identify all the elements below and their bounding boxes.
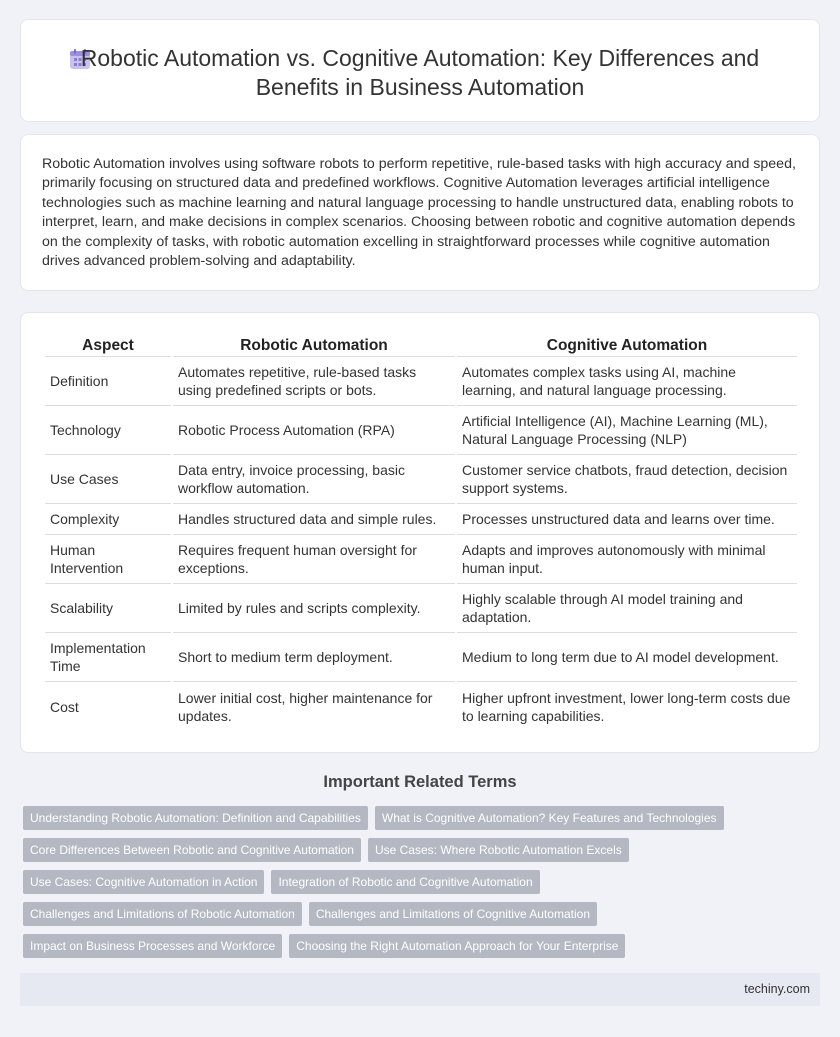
row-cognitive: Automates complex tasks using AI, machine learning, and natural language processing. xyxy=(457,357,797,406)
related-term-tag[interactable]: Integration of Robotic and Cognitive Automation xyxy=(271,870,539,894)
related-term-tag[interactable]: Use Cases: Where Robotic Automation Excels xyxy=(368,838,629,862)
row-aspect: Implementation Time xyxy=(45,633,171,682)
header-card xyxy=(20,19,820,122)
row-robotic: Automates repetitive, rule-based tasks using predefined scripts or bots. xyxy=(173,357,455,406)
table-row xyxy=(45,406,797,455)
table-row xyxy=(45,682,797,731)
intro-card xyxy=(20,134,820,291)
row-robotic: Requires frequent human oversight for exceptions. xyxy=(173,535,455,584)
header-cognitive: Cognitive Automation xyxy=(457,334,797,357)
row-robotic: Limited by rules and scripts complexity. xyxy=(173,584,455,633)
table-row xyxy=(45,504,797,535)
row-cognitive: Processes unstructured data and learns over time. xyxy=(457,504,797,535)
row-aspect: Definition xyxy=(45,357,171,406)
row-aspect: Human Intervention xyxy=(45,535,171,584)
row-aspect: Scalability xyxy=(45,584,171,633)
related-term-tag[interactable]: Understanding Robotic Automation: Definition and Capabilities xyxy=(23,806,368,830)
table-row xyxy=(45,357,797,406)
row-robotic: Handles structured data and simple rules. xyxy=(173,504,455,535)
footer xyxy=(20,973,820,1006)
row-aspect: Complexity xyxy=(45,504,171,535)
row-robotic: Robotic Process Automation (RPA) xyxy=(173,406,455,455)
row-cognitive: Artificial Intelligence (AI), Machine Learning (ML), Natural Language Processing (NLP) xyxy=(457,406,797,455)
related-term-tag[interactable]: What is Cognitive Automation? Key Features and Technologies xyxy=(375,806,724,830)
row-cognitive: Medium to long term due to AI model development. xyxy=(457,633,797,682)
row-robotic: Data entry, invoice processing, basic workflow automation. xyxy=(173,455,455,504)
related-terms-title: Important Related Terms xyxy=(323,773,517,791)
related-term-tag[interactable]: Challenges and Limitations of Cognitive Automation xyxy=(309,902,597,926)
row-aspect: Cost xyxy=(50,698,79,715)
table-row xyxy=(45,455,797,504)
intro-paragraph: Robotic Automation involves using software robots to perform repetitive, rule-based tasks with high accuracy and speed, primarily focusing on structured data and predefined workflows. Cognitive Automation leverages artificial intelligence technologies such as machine learning and natural language processing to handle unstructured data, enabling robots to interpret, learn, and make decisions in complex scenarios. Choosing between robotic and cognitive automation depends on the complexity of tasks, with robotic automation excelling in straightforward processes while cognitive automation drives advanced problem-solving and adaptability. xyxy=(42,156,796,270)
row-cognitive: Higher upfront investment, lower long-term costs due to learning capabilities. xyxy=(462,689,791,724)
comparison-table-card xyxy=(20,312,820,753)
row-cognitive: Customer service chatbots, fraud detection, decision support systems. xyxy=(457,455,797,504)
table-row xyxy=(45,535,797,584)
related-term-tag[interactable]: Choosing the Right Automation Approach for Your Enterprise xyxy=(289,934,625,958)
page-title: Robotic Automation vs. Cognitive Automation: Key Differences and Benefits in Business Automation xyxy=(80,45,760,100)
header-aspect: Aspect xyxy=(45,334,171,357)
table-header-row xyxy=(45,334,797,357)
related-term-tag[interactable]: Use Cases: Cognitive Automation in Action xyxy=(23,870,264,894)
related-term-tag[interactable]: Challenges and Limitations of Robotic Automation xyxy=(23,902,302,926)
header-robotic: Robotic Automation xyxy=(173,334,455,357)
row-cognitive: Highly scalable through AI model training and adaptation. xyxy=(457,584,797,633)
footer-site-link[interactable]: techiny.com xyxy=(744,982,810,996)
row-aspect: Use Cases xyxy=(45,455,171,504)
related-terms-list xyxy=(23,806,743,966)
related-term-tag[interactable]: Core Differences Between Robotic and Cognitive Automation xyxy=(23,838,361,862)
comparison-table xyxy=(43,334,799,731)
row-robotic: Lower initial cost, higher maintenance for updates. xyxy=(178,689,433,724)
table-row xyxy=(45,633,797,682)
row-aspect: Technology xyxy=(45,406,171,455)
related-term-tag[interactable]: Impact on Business Processes and Workforce xyxy=(23,934,282,958)
row-cognitive: Adapts and improves autonomously with minimal human input. xyxy=(457,535,797,584)
row-robotic: Short to medium term deployment. xyxy=(173,633,455,682)
table-row xyxy=(45,584,797,633)
